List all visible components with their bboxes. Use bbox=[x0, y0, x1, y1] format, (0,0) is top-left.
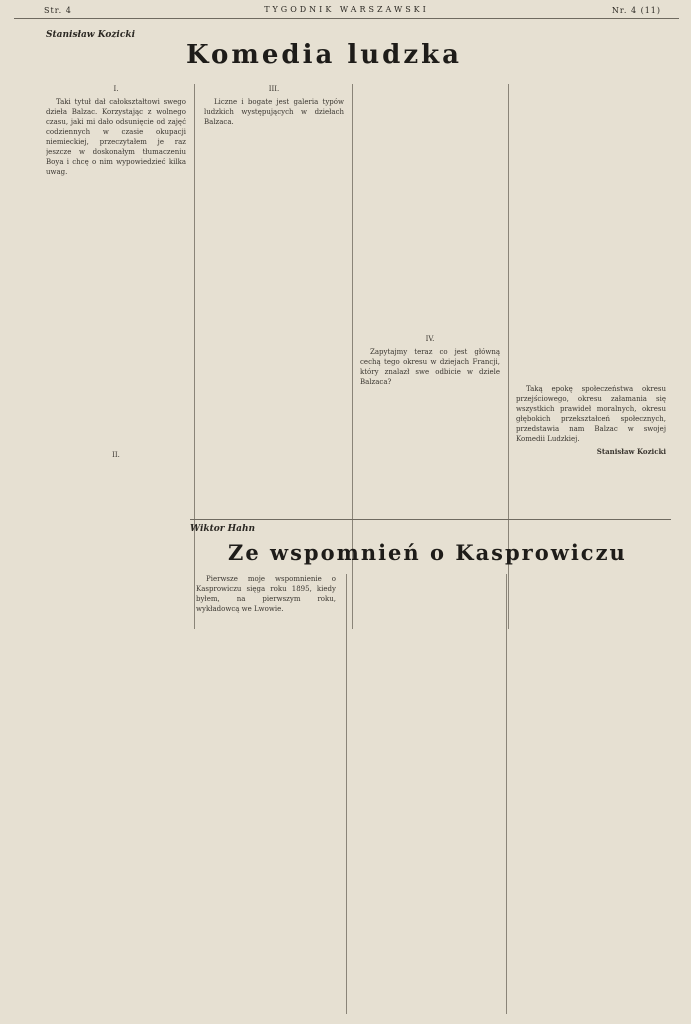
article1-text-5: Taką epokę społeczeństwa okresu przejściowego, okresu załamania się wszystkich prawideł moralnych, okresu głębokich przekształceń społecznych, przedstawia nam Balzac w swojej Komedii Ludzkiej. bbox=[516, 385, 666, 443]
article2-column-1 bbox=[196, 574, 336, 1014]
page-number: Str. 4 bbox=[44, 6, 72, 15]
article1-signature: Stanisław Kozicki bbox=[596, 447, 666, 456]
article2-text: Pierwsze moje wspomnienie o Kasprowiczu sięga roku 1895, kiedy byłem, na pierwszym roku, wykładowcą we Lwowie. bbox=[196, 575, 336, 613]
column-divider bbox=[346, 574, 347, 1014]
column-divider bbox=[506, 574, 507, 1014]
article-separator bbox=[190, 519, 671, 520]
article1-text-1: Taki tytuł dał całokształtowi swego dzieła Balzac. Korzystając z wolnego czasu, jaki mi dało odsunięcie od zajęć codziennych w czasie okupacji niemieckiej, przeczytałem je raz jeszcze w doskonałym tłumaczeniu Boya i chcę o nim wypowiedzieć kilka uwag. bbox=[46, 98, 186, 176]
article1-text-4: Zapytajmy teraz co jest główną cechą tego okresu w dziejach Francji, który znalazł swe odbicie w dziele Balzaca? bbox=[360, 348, 500, 386]
article1-continuation bbox=[46, 450, 186, 1024]
article1-text-3: Liczne i bogate jest galeria typów ludzkich występujących w dziełach Balzaca. bbox=[204, 98, 344, 126]
section-heading: I. bbox=[113, 85, 119, 93]
newspaper-title: TYGODNIK WARSZAWSKI bbox=[264, 5, 429, 14]
article2-title: Ze wspomnień o Kasprowiczu bbox=[228, 540, 627, 565]
article2-column-3 bbox=[514, 574, 664, 1014]
article2-column-2 bbox=[356, 574, 496, 1014]
issue-number: Nr. 4 (11) bbox=[611, 6, 661, 15]
section-heading: III. bbox=[268, 85, 280, 93]
page-header bbox=[14, 2, 679, 19]
article1-column-4 bbox=[516, 84, 666, 574]
article1-title: Komedia ludzka bbox=[186, 40, 462, 70]
article2-author: Wiktor Hahn bbox=[190, 524, 256, 534]
article1-author: Stanisław Kozicki bbox=[46, 30, 135, 40]
column-divider bbox=[194, 84, 195, 629]
section-heading: II. bbox=[112, 451, 120, 459]
section-heading: IV. bbox=[425, 335, 435, 343]
